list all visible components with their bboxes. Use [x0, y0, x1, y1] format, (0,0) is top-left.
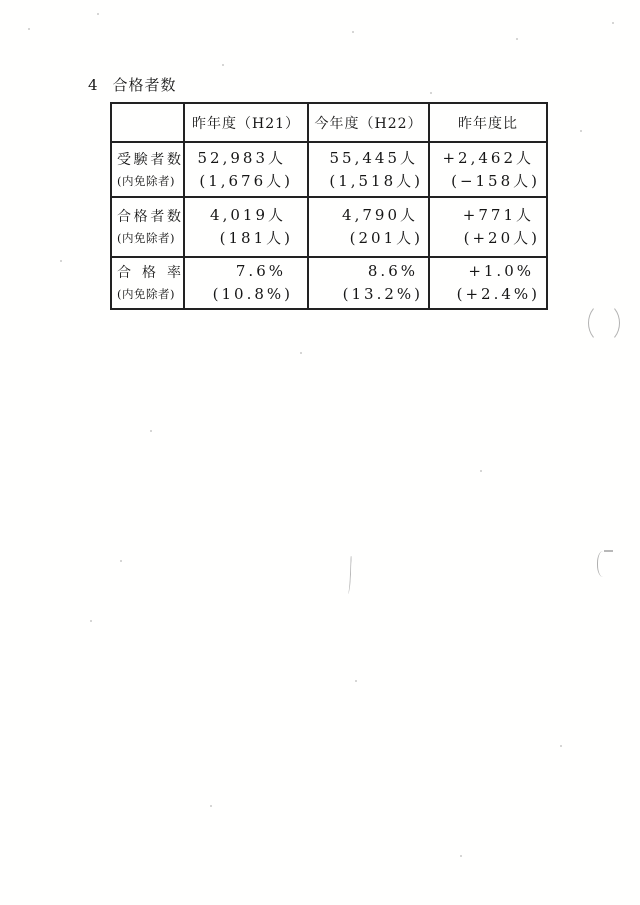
column-header-previous-year: 昨年度（H21） — [184, 103, 308, 142]
corner-cell — [111, 103, 184, 142]
table-row-examinees — [111, 142, 547, 197]
value-main: 8.6% — [367, 262, 418, 280]
row-label: 合格率 — [117, 265, 181, 281]
scan-speck — [460, 855, 462, 857]
row-sublabel: (内免除者) — [117, 173, 175, 188]
column-header-difference: 昨年度比 — [429, 103, 547, 142]
row-label-cell-passers — [111, 197, 184, 257]
row-label: 合格者数 — [117, 209, 181, 225]
cell-examinees-h21 — [184, 142, 308, 197]
scan-speck — [480, 470, 482, 472]
scan-speck — [150, 430, 152, 432]
scan-speck — [60, 260, 62, 262]
scan-speck — [210, 805, 212, 807]
section-number: 4 — [88, 76, 99, 94]
cell-pass-rate-h21 — [184, 257, 308, 309]
value-sub: (−158人) — [451, 171, 540, 190]
scan-speck — [222, 64, 224, 66]
cell-pass-rate-diff — [429, 257, 547, 309]
row-label: 受験者数 — [117, 151, 181, 168]
value-main: 7.6% — [235, 262, 286, 280]
scan-artifact-paren — [597, 551, 609, 577]
table-row-pass-rate — [111, 257, 547, 309]
cell-passers-h21 — [184, 197, 308, 257]
scan-speck — [560, 745, 562, 747]
value-main: 4,019人 — [210, 206, 286, 224]
section-heading — [88, 74, 177, 95]
value-sub: (10.8%) — [212, 285, 293, 303]
scan-speck — [430, 92, 432, 94]
table-header-row — [111, 103, 547, 142]
value-main: +2,462人 — [442, 148, 534, 167]
value-main: 4,790人 — [342, 206, 418, 224]
scan-speck — [90, 620, 92, 622]
value-main: 52,983人 — [197, 148, 286, 167]
row-sublabel: (内免除者) — [117, 287, 175, 301]
cell-examinees-h22 — [308, 142, 429, 197]
scan-speck — [516, 38, 518, 40]
cell-passers-h22 — [308, 197, 429, 257]
row-sublabel: (内免除者) — [117, 231, 175, 245]
scan-speck — [355, 680, 357, 682]
table-row-passers — [111, 197, 547, 257]
value-sub: (+20人) — [463, 229, 540, 247]
value-main: +1.0% — [468, 262, 534, 280]
scan-artifact-ring — [588, 303, 620, 343]
scan-speck — [120, 560, 122, 562]
cell-examinees-diff — [429, 142, 547, 197]
page-title: 合格者数 — [112, 76, 177, 94]
scan-speck — [352, 31, 354, 33]
scan-speck — [97, 13, 99, 15]
value-sub: (13.2%) — [342, 285, 423, 303]
scan-speck — [28, 28, 30, 30]
value-main: +771人 — [462, 206, 534, 224]
scan-speck — [580, 130, 582, 132]
pass-results-table — [110, 102, 548, 310]
row-label-cell-examinees — [111, 142, 184, 197]
scan-artifact-squiggle — [346, 556, 351, 594]
row-label-cell-pass-rate — [111, 257, 184, 309]
scan-speck — [300, 352, 302, 354]
value-sub: (+2.4%) — [456, 285, 540, 303]
value-sub: (201人) — [349, 229, 423, 247]
cell-passers-diff — [429, 197, 547, 257]
column-header-current-year: 今年度（H22） — [308, 103, 429, 142]
value-sub: (1,676人) — [199, 171, 293, 190]
value-main: 55,445人 — [329, 148, 418, 167]
cell-pass-rate-h22 — [308, 257, 429, 309]
value-sub: (181人) — [219, 229, 293, 247]
value-sub: (1,518人) — [329, 171, 423, 190]
scan-artifact-dash — [604, 550, 613, 552]
scan-speck — [612, 22, 614, 24]
